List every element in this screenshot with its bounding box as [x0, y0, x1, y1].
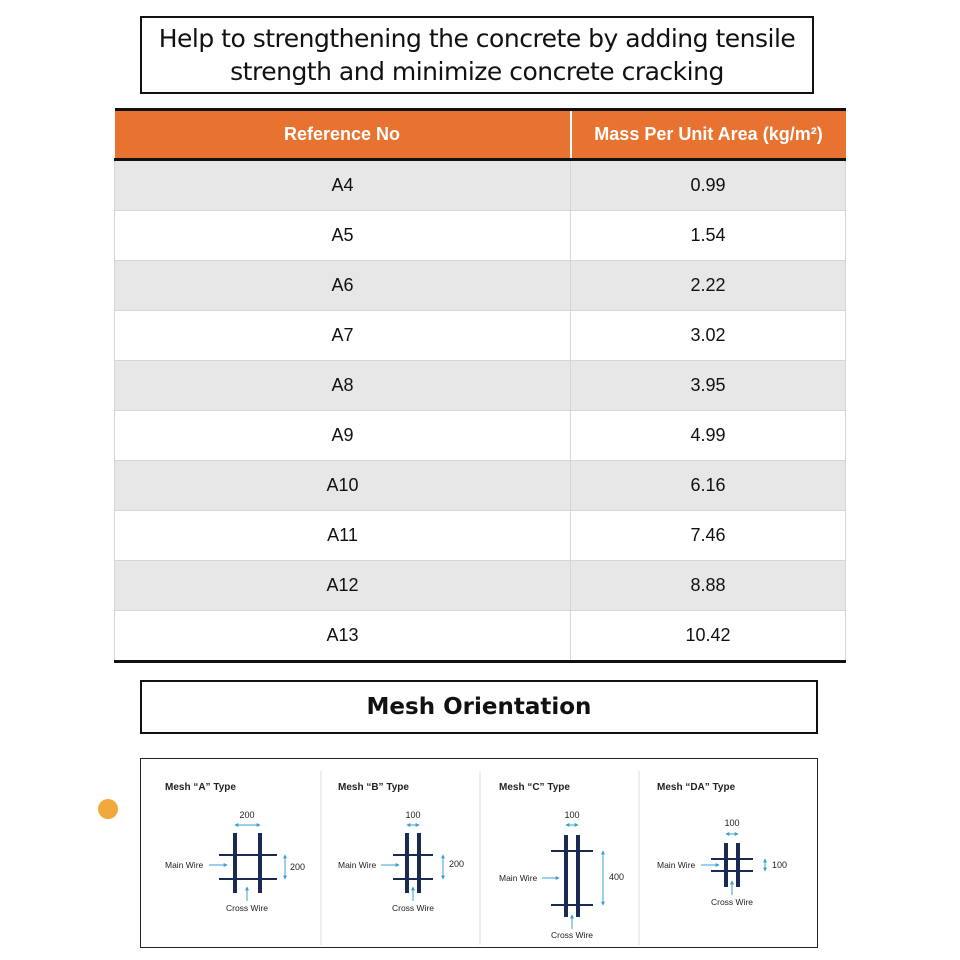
mass-cell: 8.88 [571, 561, 846, 611]
mesh-c-diagram [499, 782, 624, 940]
reference-cell: A13 [115, 611, 571, 662]
mesh-a-v-spacing: 200 [290, 862, 306, 872]
table-header-row [115, 110, 846, 160]
cross-wire-label: Cross Wire [225, 903, 269, 913]
reference-cell: A7 [115, 311, 571, 361]
table-row [115, 261, 846, 311]
header-reference-no: Reference No [115, 110, 571, 160]
mass-cell: 3.95 [571, 361, 846, 411]
cross-wire-label: Cross Wire [550, 930, 594, 940]
mesh-da-h-spacing: 100 [724, 818, 740, 828]
table-row [115, 311, 846, 361]
reference-cell: A4 [115, 160, 571, 211]
table-row [115, 511, 846, 561]
table-row [115, 561, 846, 611]
reference-cell: A9 [115, 411, 571, 461]
reference-cell: A10 [115, 461, 571, 511]
mass-cell: 1.54 [571, 211, 846, 261]
mesh-da-diagram [657, 782, 787, 907]
main-wire-label: Main Wire [657, 860, 696, 870]
mass-cell: 0.99 [571, 160, 846, 211]
mesh-b-title: Mesh “B” Type [338, 782, 409, 793]
mesh-diagrams [141, 759, 819, 949]
mass-cell: 2.22 [571, 261, 846, 311]
section-title-box [140, 680, 818, 734]
mesh-a-h-spacing: 200 [239, 810, 255, 820]
table-row [115, 160, 846, 211]
reference-cell: A11 [115, 511, 571, 561]
mesh-da-v-spacing: 100 [772, 860, 788, 870]
cross-wire-label: Cross Wire [391, 903, 435, 913]
main-wire-label: Main Wire [165, 860, 204, 870]
header-mass-per-unit-area: Mass Per Unit Area (kg/m²) [571, 110, 846, 160]
table-row [115, 211, 846, 261]
section-title: Mesh Orientation [366, 694, 592, 720]
mesh-a-diagram [165, 782, 305, 913]
mesh-b-diagram [338, 782, 464, 913]
cross-wire-label: Cross Wire [710, 897, 754, 907]
reference-cell: A6 [115, 261, 571, 311]
mass-cell: 4.99 [571, 411, 846, 461]
mesh-c-title: Mesh “C” Type [499, 782, 570, 793]
mass-cell: 10.42 [571, 611, 846, 662]
table-row [115, 411, 846, 461]
mesh-c-v-spacing: 400 [609, 872, 625, 882]
mesh-b-h-spacing: 100 [405, 810, 421, 820]
mesh-orientation-panel [140, 758, 818, 948]
headline-line-2: strength and minimize concrete cracking [230, 57, 724, 86]
mass-cell: 3.02 [571, 311, 846, 361]
table-row [115, 611, 846, 662]
mass-cell: 7.46 [571, 511, 846, 561]
headline-box [140, 16, 814, 94]
bullet-dot [98, 799, 118, 819]
mass-table [114, 108, 846, 663]
mesh-c-h-spacing: 100 [564, 810, 580, 820]
reference-cell: A8 [115, 361, 571, 411]
mesh-da-title: Mesh “DA” Type [657, 782, 736, 793]
mesh-b-v-spacing: 200 [449, 859, 465, 869]
mesh-a-title: Mesh “A” Type [165, 782, 236, 793]
reference-cell: A12 [115, 561, 571, 611]
headline-line-1: Help to strengthening the concrete by adding tensile [158, 24, 796, 53]
main-wire-label: Main Wire [338, 860, 377, 870]
mass-cell: 6.16 [571, 461, 846, 511]
table-row [115, 361, 846, 411]
main-wire-label: Main Wire [499, 873, 538, 883]
reference-cell: A5 [115, 211, 571, 261]
table-row [115, 461, 846, 511]
